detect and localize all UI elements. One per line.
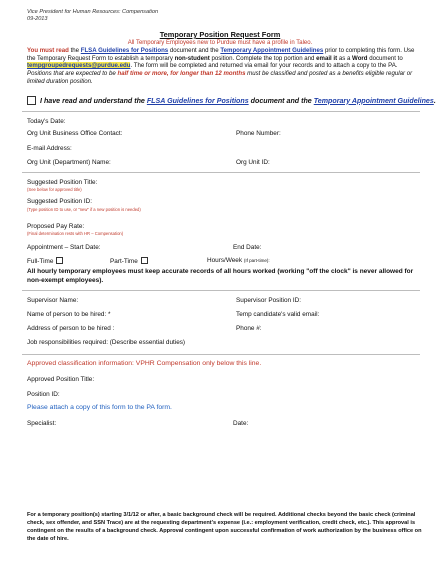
intro-text: document and the: [168, 47, 221, 54]
intro-text: . The form will be completed and returned via email for your records and to attach a copy to the PA.: [130, 62, 398, 70]
divider: [22, 354, 420, 355]
part-time-checkbox[interactable]: [141, 257, 148, 264]
appointment-start-label: Appointment – Start Date:: [27, 244, 101, 251]
email-it-text: email it: [316, 54, 338, 62]
date-label: Date:: [233, 420, 249, 427]
intro-text: must be classified and posted as a benefits eligible regular or limited duration position.: [27, 70, 413, 85]
phone-number-label: Phone Number:: [236, 130, 281, 137]
background-check-footer: For a temporary position(s) starting 3/1/12 or after, a basic background check will be required. Additional checks beyond the basic check (criminal check, sex offender, and SSN Trace) are at the requesting department's expense (i.e.: employment verification, credit check, etc.). This approval is contingent on the results of a background check. Approval contingent upon successful confirmation of work authorization by the business office on the date of hire.: [27, 512, 422, 543]
specialist-label: Specialist:: [27, 420, 57, 427]
divider: [22, 172, 420, 173]
intro-text: the: [68, 47, 81, 54]
agreement-text: I have read and understand the: [40, 96, 145, 105]
intro-text: Positions that are expected to be: [27, 70, 116, 78]
approved-title-label: Approved Position Title:: [27, 376, 95, 383]
business-office-contact-label: Org Unit Business Office Contact:: [27, 130, 123, 137]
org-unit-id-label: Org Unit ID:: [236, 159, 270, 166]
agreement-text: document and the: [250, 96, 312, 105]
person-name-label: Name of person to be hired: *: [27, 311, 111, 318]
suggested-id-note: (Type position ID to use, or "new" if a new position is needed): [27, 207, 141, 212]
intro-text: position. Complete the top portion and: [209, 54, 317, 62]
agreement-checkbox[interactable]: [27, 96, 36, 105]
hourly-notice: All hourly temporary employees must keep accurate records of all hours worked (working "off the clock" is never allowed for non-exempt employees).: [27, 268, 414, 284]
flsa-guidelines-link[interactable]: FLSA Guidelines for Positions: [80, 47, 169, 54]
full-time-option[interactable]: [27, 257, 63, 265]
job-responsibilities-label: Job responsibilities required: (Describe essential duties): [27, 339, 186, 346]
phone-label: Phone #:: [236, 325, 262, 332]
appointment-guidelines-link[interactable]: Temporary Appointment Guidelines: [220, 47, 324, 54]
divider: [22, 111, 420, 112]
email-link[interactable]: tempgroupedrequests@purdue.edu: [27, 62, 131, 70]
proposed-pay-note: (Final determination rests with HR – Compensation): [27, 231, 124, 236]
intro-text: as a: [337, 54, 353, 62]
full-time-label: Full-Time: [27, 258, 54, 265]
agreement-row: [27, 96, 436, 105]
agreement-flsa-link[interactable]: FLSA Guidelines for Positions: [146, 96, 249, 105]
full-time-checkbox[interactable]: [56, 257, 63, 264]
suggested-title-note: (See below for approved title): [27, 187, 82, 192]
suggested-title-label: Suggested Position Title:: [27, 179, 98, 186]
intro-text: document to: [367, 54, 403, 62]
non-student-text: non-student: [174, 54, 210, 62]
supervisor-name-label: Supervisor Name:: [27, 297, 79, 304]
hours-week-note: (If part-time):: [243, 258, 270, 263]
end-date-label: End Date:: [233, 244, 262, 251]
hours-week-label: [207, 257, 270, 264]
form-subtitle: All Temporary Employees new to Purdue must have a profile in Taleo.: [127, 40, 313, 46]
divider: [22, 290, 420, 291]
intro-paragraph: [27, 47, 417, 86]
candidate-email-label: Temp candidate's valid email:: [236, 311, 320, 318]
todays-date-label: Today's Date:: [27, 118, 66, 125]
word-text: Word: [352, 54, 368, 62]
agreement-appointment-link[interactable]: Temporary Appointment Guidelines: [313, 96, 434, 105]
intro-text: prior to completing this form. Use the Temporary Request Form to establish a temporary: [27, 47, 415, 62]
part-time-label: Part-Time: [110, 258, 138, 265]
must-read-text: You must read: [27, 47, 69, 54]
form-title: Temporary Position Request Form: [159, 30, 281, 39]
suggested-id-label: Suggested Position ID:: [27, 198, 93, 205]
org-unit-name-label: Org Unit (Department) Name:: [27, 159, 111, 166]
approval-heading: Approved classification information: VPHR Compensation only below this line.: [27, 360, 262, 367]
header-date: 09-2013: [27, 16, 48, 22]
header-department: Vice President for Human Resources: Compensation: [27, 9, 159, 15]
email-address-label: E-mail Address:: [27, 145, 72, 152]
agreement-text: .: [433, 96, 436, 105]
proposed-pay-label: Proposed Pay Rate:: [27, 223, 85, 230]
supervisor-position-id-label: Supervisor Position ID:: [236, 297, 301, 304]
part-time-option[interactable]: [110, 257, 148, 265]
attach-note: Please attach a copy of this form to the PA form.: [27, 404, 172, 411]
hours-week-text: Hours/Week: [207, 257, 243, 264]
person-address-label: Address of person to be hired :: [27, 325, 115, 332]
position-id-label: Position ID:: [27, 391, 60, 398]
half-time-text: half time or more, for longer than 12 months: [117, 70, 246, 78]
